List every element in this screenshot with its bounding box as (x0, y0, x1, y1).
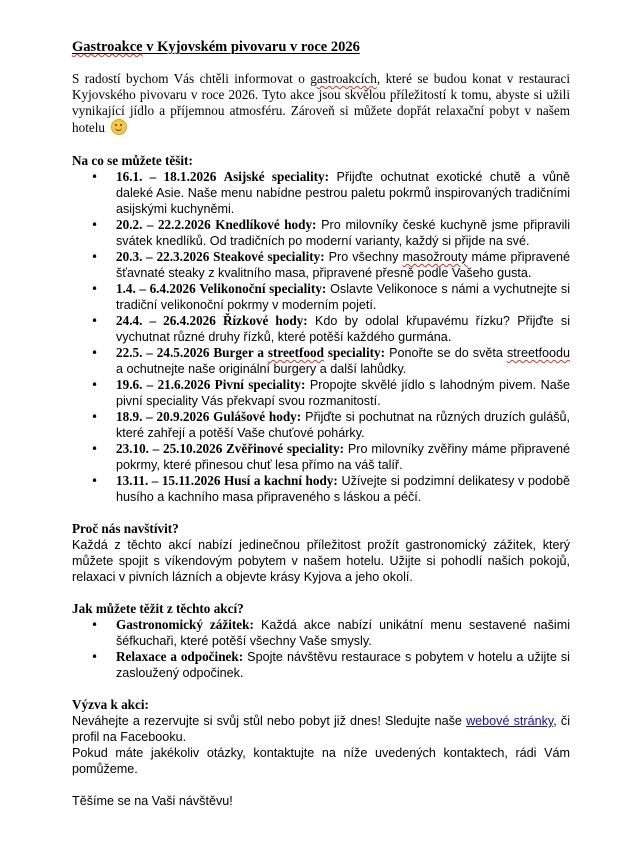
cta-text-1: Neváhejte a rezervujte si svůj stůl nebo pobyt již dnes! Sledujte naše (72, 714, 467, 728)
list-item (116, 217, 570, 249)
event-desc: Pro milovníky zvěřiny máme připravené pokrmy, které přinesou chuť lesa přímo na váš talíř. (116, 442, 570, 472)
event-name: Asijské speciality: (223, 169, 330, 184)
list-item (116, 281, 570, 313)
event-desc: Pro milovníky české kuchyně jsme připravili svátek knedlíků. Od tradičních po moderní varianty, každý si přijde na své. (116, 218, 571, 248)
intro-highlight: gastroakcích (310, 71, 377, 86)
event-desc: Ponořte se do světa (385, 346, 507, 360)
event-name: Burger a (213, 345, 268, 360)
event-name: speciality: (323, 345, 385, 360)
intro-paragraph (72, 71, 570, 136)
event-name: Gulášové hody: (213, 409, 302, 424)
event-desc-mark: streetfoodu (506, 346, 570, 360)
event-date: 24.4. – 26.4.2026 (116, 313, 216, 328)
benefit-desc: Každá akce nabízí unikátní menu sestavené našimi šéfkuchaři, které potěší všechny Vaše smysly. (116, 618, 570, 648)
list-item (116, 617, 570, 649)
list-item (116, 345, 570, 377)
benefit-name: Gastronomický zážitek: (116, 617, 254, 632)
smiley-icon (111, 119, 127, 135)
event-desc: máme připravené šťavnaté steaky z kvalitního masa, připravené přesně podle Vašeho gusta. (116, 250, 571, 280)
cta-contact-paragraph: Pokud máte jakékoliv otázky, kontaktujte na níže uvedených kontaktech, rádi Vám pomůžeme. (72, 746, 570, 776)
list-item (116, 649, 570, 681)
benefits-list (72, 617, 570, 681)
event-date: 16.1. – 18.1.2026 (116, 169, 217, 184)
intro-text-2: , které se budou konat v restauraci Kyjovského pivovaru v roce 2026. Tyto akce jsou skvělou příležitostí k tomu, abyste si užili vynikající jídlo a příjemnou atmosféru. Zároveň si můžete dopřát relaxační pobyt v našem hotelu (72, 71, 570, 135)
cta-paragraph (72, 713, 570, 745)
event-desc: Oslavte Velikonoce s námi a vychutnejte si tradiční velikonoční pokrmy v moderním pojetí. (116, 282, 570, 312)
list-item (116, 169, 570, 217)
event-name: Husí a kachní hody: (223, 473, 338, 488)
event-name: Knedlíkové hody: (215, 217, 317, 232)
event-desc: a ochutnejte naše originální burgery a další lahůdky. (116, 362, 407, 376)
section-heading-events: Na co se můžete těšit: (72, 153, 193, 168)
event-date: 22.5. – 24.5.2026 (116, 345, 210, 360)
website-link[interactable]: webové stránky (466, 714, 554, 728)
event-date: 19.6. – 21.6.2026 (116, 377, 211, 392)
event-desc: Kdo by odolal křupavému řízku? Přijďte si vychutnat různé druhy řízků, které potěší každého gurmána. (116, 314, 571, 344)
event-desc: Přijďte si pochutnat na různých druzích gulášů, které zahřejí a potěší Vaše chuťové pohárky. (116, 410, 571, 440)
event-desc: Užívejte si podzimní delikatesy v podobě husího a kachního masa připraveného s láskou a péčí. (116, 474, 571, 504)
event-name: Steakové speciality: (213, 249, 325, 264)
event-desc: Pro všechny (324, 250, 403, 264)
event-desc: Propojte skvělé jídlo s lahodným pivem. Naše pivní speciality Vás překvapí svou rozmanitostí. (116, 378, 571, 408)
list-item (116, 441, 570, 473)
section-heading-why-visit: Proč nás navštívit? (72, 521, 179, 536)
event-date: 13.11. – 15.11.2026 (116, 473, 221, 488)
event-desc-mark: masožrouty (402, 250, 468, 264)
section-heading-benefits: Jak můžete těžit z těchto akcí? (72, 601, 244, 616)
benefit-desc: Spojte návštěvu restaurace s pobytem v hotelu a užijte si zasloužený odpočinek. (116, 650, 570, 680)
event-date: 20.2. – 22.2.2026 (116, 217, 211, 232)
list-item (116, 377, 570, 409)
event-name: Velikonoční speciality: (199, 281, 327, 296)
event-name: Pivní speciality: (214, 377, 306, 392)
events-list (72, 169, 570, 505)
event-name: Řízkové hody: (222, 313, 308, 328)
event-name: Zvěřinové speciality: (226, 441, 344, 456)
benefit-name: Relaxace a odpočinek: (116, 649, 244, 664)
event-date: 23.10. – 25.10.2026 (116, 441, 223, 456)
document-page (72, 38, 570, 809)
list-item (116, 313, 570, 345)
list-item (116, 409, 570, 441)
event-date: 1.4. – 6.4.2026 (116, 281, 196, 296)
document-title (72, 38, 570, 56)
event-date: 20.3. – 22.3.2026 (116, 249, 210, 264)
event-date: 18.9. – 20.9.2026 (116, 409, 210, 424)
section-heading-call-to-action: Výzva k akci: (72, 697, 149, 712)
title-rest: v Kyjovském pivovaru v roce 2026 (142, 39, 360, 55)
event-desc: Přijďte ochutnat exotické chutě a vůně daleké Asie. Naše menu nabídne pestrou paletu pokrmů inspirovaných tradičními asijskými kuchyněmi. (116, 170, 570, 216)
event-name-mark: streetfood (267, 345, 324, 360)
list-item (116, 473, 570, 505)
closing-line: Těšíme se na Vaši návštěvu! (72, 794, 233, 808)
why-visit-paragraph: Každá z těchto akcí nabízí jedinečnou příležitost prožít gastronomický zážitek, který můžete spojit s víkendovým pobytem v našem hotelu. Užijte si pohodlí našich pokojů, relaxaci v pivních lázních a objevte krásy Kyjova a jeho okolí. (72, 538, 570, 584)
list-item (116, 249, 570, 281)
intro-text-1: S radostí bychom Vás chtěli informovat o (72, 71, 311, 86)
title-word-gastroakce: Gastroakce (72, 39, 143, 55)
cta-text-2: , či profil na Facebooku. (72, 714, 570, 744)
